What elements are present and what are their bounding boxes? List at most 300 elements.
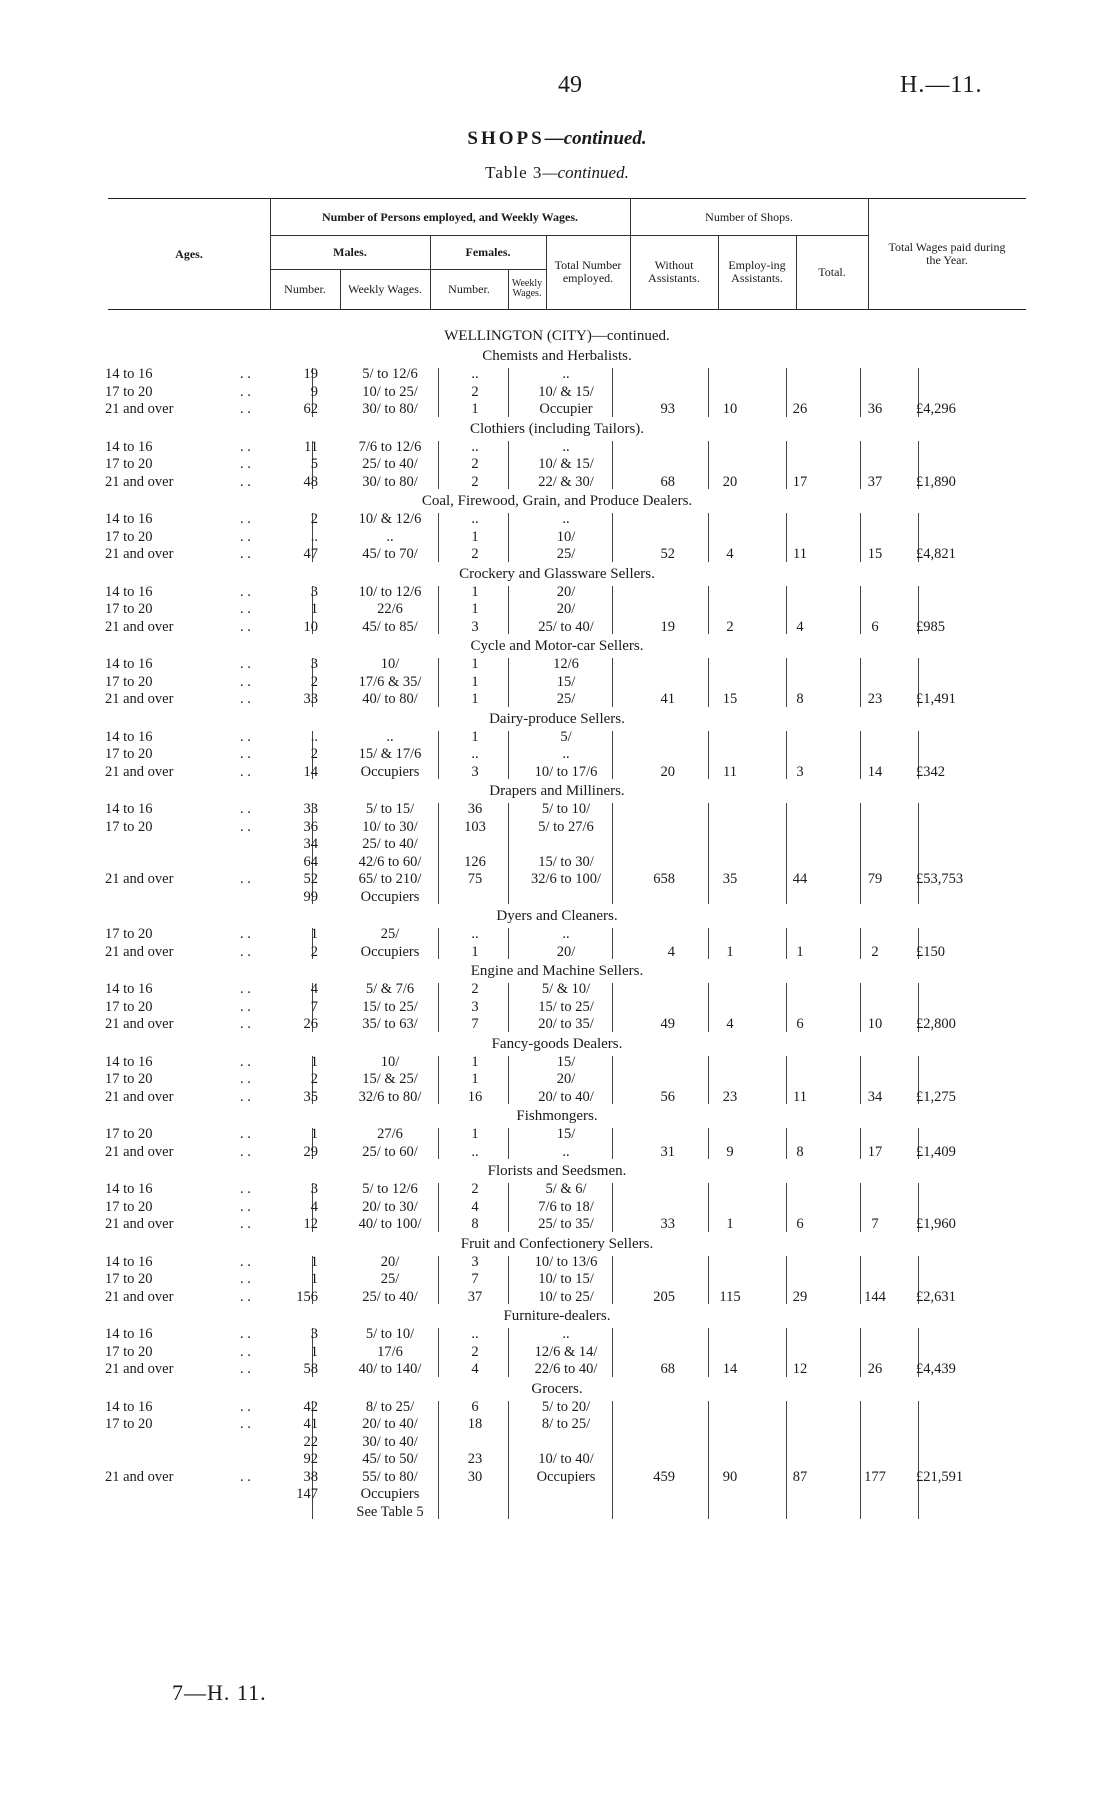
- age-cell: 14 to 16: [105, 1398, 153, 1415]
- male-number-cell: 3: [310, 583, 318, 600]
- section-group: [0, 584, 1114, 637]
- female-wages-cell: 5/ to 27/6: [538, 818, 594, 835]
- shops-total-cell: 2: [871, 943, 879, 960]
- without-assistants-cell: 4: [726, 1016, 734, 1032]
- leader-dots: . .: [240, 1468, 251, 1485]
- female-wages-cell: 5/ & 10/: [541, 981, 591, 997]
- leader-dots: . .: [240, 1216, 251, 1232]
- female-number-cell: 4: [471, 1198, 479, 1215]
- col-male-wages: Weekly Wages.: [348, 281, 422, 296]
- female-wages-cell: Occupiers: [536, 1468, 596, 1485]
- age-cell: 21 and over: [105, 401, 174, 417]
- female-number-cell: 18: [467, 1416, 483, 1432]
- female-wages-cell: 10/ to 25/: [538, 1288, 594, 1305]
- shops-total-cell: 15: [867, 546, 883, 562]
- male-number-cell: 1: [310, 1053, 318, 1070]
- female-wages-cell: ..: [562, 1143, 570, 1160]
- male-number-cell: 26: [303, 1016, 318, 1032]
- female-wages-cell: 12/6: [553, 656, 579, 672]
- female-number-cell: 36: [467, 801, 483, 817]
- female-wages-cell: ..: [562, 746, 570, 762]
- male-wages-cell: 25/ to 60/: [362, 1143, 418, 1160]
- table-row: [0, 656, 1114, 674]
- male-wages-cell: 10/: [380, 656, 400, 672]
- male-number-cell: 1: [310, 1126, 318, 1142]
- section-group: [0, 1126, 1114, 1161]
- female-number-cell: ..: [471, 926, 479, 942]
- female-number-cell: 4: [471, 1361, 479, 1377]
- female-number-cell: 1: [471, 1071, 479, 1087]
- female-wages-cell: 25/ to 40/: [538, 618, 594, 635]
- total-employed-cell: 49: [660, 1016, 675, 1032]
- col-shops-group: Number of Shops.: [705, 209, 793, 224]
- male-number-cell: 58: [303, 1361, 318, 1377]
- total-wages-cell: £2,800: [916, 1016, 956, 1032]
- col-persons-group: Number of Persons employed, and Weekly Wages.: [321, 209, 578, 224]
- male-number-cell: 14: [303, 763, 318, 780]
- table-row: [0, 1271, 1114, 1289]
- title-continued: —continued.: [544, 128, 647, 149]
- section-group: [0, 1326, 1114, 1379]
- age-cell: 21 and over: [105, 691, 174, 707]
- male-number-cell: 99: [303, 888, 318, 905]
- age-cell: 17 to 20: [105, 601, 153, 617]
- employing-assistants-cell: 4: [796, 618, 804, 635]
- male-number-cell: 52: [303, 871, 318, 887]
- male-wages-cell: 20/: [380, 1253, 400, 1270]
- female-number-cell: 126: [464, 853, 486, 870]
- age-cell: 14 to 16: [105, 511, 153, 527]
- table-row: [0, 944, 1114, 962]
- female-number-cell: 1: [471, 583, 479, 600]
- shops-total-cell: 79: [867, 871, 883, 887]
- section-title: Dyers and Cleaners.: [496, 908, 618, 924]
- age-cell: 14 to 16: [105, 801, 153, 817]
- col-without-assistants: Without Assistants.: [648, 258, 700, 285]
- table-row: [0, 1416, 1114, 1434]
- female-number-cell: ..: [471, 511, 479, 527]
- male-number-cell: 35: [303, 1088, 318, 1105]
- section-title: Clothiers (including Tailors).: [469, 420, 645, 437]
- age-cell: 17 to 20: [105, 673, 153, 690]
- subtitle-main: Table 3: [485, 163, 543, 182]
- male-wages-cell: 65/ to 210/: [358, 871, 422, 887]
- table-row: [0, 1326, 1114, 1344]
- age-cell: 17 to 20: [105, 1071, 153, 1087]
- female-wages-cell: 25/: [556, 546, 576, 562]
- section-group: [0, 729, 1114, 782]
- female-wages-cell: 5/ to 20/: [541, 1398, 591, 1415]
- female-wages-cell: 32/6 to 100/: [530, 871, 602, 887]
- leader-dots: . .: [240, 618, 251, 635]
- female-number-cell: 1: [471, 691, 479, 707]
- table-row: [0, 1126, 1114, 1144]
- female-number-cell: ..: [471, 746, 479, 762]
- age-cell: 17 to 20: [105, 1343, 153, 1360]
- leader-dots: . .: [240, 746, 251, 762]
- table-subtitle: [0, 163, 1114, 183]
- without-assistants-cell: 9: [726, 1143, 734, 1160]
- female-number-cell: ..: [471, 1326, 479, 1342]
- without-assistants-cell: 4: [726, 546, 734, 562]
- male-number-cell: 156: [296, 1288, 318, 1305]
- male-wages-cell: See Table 5: [356, 1503, 424, 1520]
- female-wages-cell: 5/: [560, 728, 572, 745]
- employing-assistants-cell: 6: [796, 1016, 804, 1032]
- female-number-cell: 1: [471, 656, 479, 672]
- female-wages-cell: Occupier: [539, 401, 593, 417]
- male-number-cell: 12: [303, 1216, 318, 1232]
- age-cell: 17 to 20: [105, 528, 153, 545]
- age-cell: 14 to 16: [105, 1181, 153, 1197]
- male-wages-cell: 22/6: [377, 601, 403, 617]
- leader-dots: . .: [240, 998, 251, 1015]
- table-row: [0, 1451, 1114, 1469]
- age-cell: 14 to 16: [105, 728, 153, 745]
- employing-assistants-cell: 87: [792, 1468, 808, 1485]
- leader-dots: . .: [240, 673, 251, 690]
- section-title: Cycle and Motor-car Sellers.: [470, 638, 644, 654]
- male-number-cell: 1: [310, 1271, 318, 1287]
- female-wages-cell: 25/: [556, 691, 576, 707]
- without-assistants-cell: 10: [722, 401, 738, 417]
- male-number-cell: 147: [296, 1486, 318, 1502]
- table-row: [0, 1486, 1114, 1504]
- total-employed-cell: 205: [653, 1288, 675, 1305]
- female-number-cell: 1: [471, 1126, 479, 1142]
- male-number-cell: 22: [303, 1433, 318, 1450]
- age-cell: 14 to 16: [105, 583, 153, 600]
- age-cell: 14 to 16: [105, 981, 153, 997]
- table-row: [0, 1089, 1114, 1107]
- total-wages-cell: £1,275: [916, 1088, 956, 1105]
- male-number-cell: 41: [303, 1416, 318, 1432]
- male-number-cell: 64: [303, 853, 318, 870]
- male-wages-cell: 35/ to 63/: [362, 1016, 418, 1032]
- female-wages-cell: 20/: [556, 943, 576, 960]
- table-row: [0, 1399, 1114, 1417]
- title-main: SHOPS: [467, 128, 545, 149]
- leader-dots: . .: [240, 473, 251, 490]
- total-employed-cell: 19: [660, 618, 675, 635]
- female-wages-cell: 15/: [556, 1126, 576, 1142]
- section-group: [0, 981, 1114, 1034]
- table-row: [0, 1254, 1114, 1272]
- table-row: [0, 1344, 1114, 1362]
- age-cell: 17 to 20: [105, 1126, 153, 1142]
- table-row: [0, 854, 1114, 872]
- male-number-cell: 38: [303, 1468, 318, 1485]
- male-number-cell: 10: [303, 618, 318, 635]
- shops-total-cell: 34: [867, 1088, 883, 1105]
- col-female-number: Number.: [448, 281, 490, 296]
- leader-dots: . .: [240, 981, 251, 997]
- shops-total-cell: 7: [871, 1216, 879, 1232]
- sections-container: [0, 346, 1114, 1521]
- section-group: [0, 439, 1114, 492]
- male-wages-cell: ..: [386, 528, 394, 545]
- page-number: 49: [558, 72, 582, 98]
- age-cell: 21 and over: [105, 871, 174, 887]
- male-number-cell: 42: [303, 1398, 318, 1415]
- male-number-cell: 1: [310, 926, 318, 942]
- age-cell: 21 and over: [105, 1088, 174, 1105]
- leader-dots: . .: [240, 1198, 251, 1215]
- male-number-cell: 2: [310, 511, 318, 527]
- col-females: Females.: [465, 244, 511, 259]
- table-row: [0, 999, 1114, 1017]
- female-wages-cell: 10/ & 15/: [538, 383, 594, 400]
- employing-assistants-cell: 8: [796, 1143, 804, 1160]
- male-number-cell: 4: [310, 981, 318, 997]
- shops-total-cell: 10: [867, 1016, 883, 1032]
- table-row: [0, 1016, 1114, 1034]
- total-employed-cell: 41: [660, 691, 675, 707]
- leader-dots: . .: [240, 1288, 251, 1305]
- total-wages-cell: £2,631: [916, 1288, 956, 1305]
- male-wages-cell: 25/: [380, 1271, 400, 1287]
- male-wages-cell: 25/ to 40/: [362, 836, 418, 852]
- total-employed-cell: 4: [667, 943, 675, 960]
- male-wages-cell: Occupiers: [360, 763, 420, 780]
- table-row: [0, 366, 1114, 384]
- leader-dots: . .: [240, 438, 251, 455]
- age-cell: 14 to 16: [105, 656, 153, 672]
- male-wages-cell: 25/ to 40/: [362, 1288, 418, 1305]
- female-wages-cell: 20/: [556, 583, 576, 600]
- female-wages-cell: 10/ to 15/: [538, 1271, 594, 1287]
- male-number-cell: 62: [303, 401, 318, 417]
- section-title: Drapers and Milliners.: [489, 783, 625, 799]
- section-group: [0, 366, 1114, 419]
- male-wages-cell: 10/ & 12/6: [358, 511, 422, 527]
- female-number-cell: 7: [471, 1016, 479, 1032]
- age-cell: 17 to 20: [105, 746, 153, 762]
- female-number-cell: 2: [471, 473, 479, 490]
- female-number-cell: 1: [471, 601, 479, 617]
- female-number-cell: ..: [471, 366, 479, 382]
- male-number-cell: 29: [303, 1143, 318, 1160]
- female-wages-cell: 20/ to 35/: [538, 1016, 594, 1032]
- male-wages-cell: 7/6 to 12/6: [358, 438, 422, 455]
- employing-assistants-cell: 29: [792, 1288, 808, 1305]
- male-wages-cell: 25/ to 40/: [362, 456, 418, 472]
- age-cell: 14 to 16: [105, 438, 153, 455]
- total-employed-cell: 68: [660, 473, 675, 490]
- male-wages-cell: 5/ & 7/6: [365, 981, 415, 997]
- section-title: Fishmongers.: [516, 1108, 598, 1124]
- male-wages-cell: 8/ to 25/: [365, 1398, 415, 1415]
- female-number-cell: 2: [471, 1343, 479, 1360]
- col-female-wages: Weekly Wages.: [511, 277, 543, 299]
- table-row: [0, 1181, 1114, 1199]
- female-number-cell: 23: [467, 1451, 483, 1467]
- male-wages-cell: 45/ to 85/: [362, 618, 418, 635]
- male-number-cell: ..: [310, 728, 318, 745]
- shops-total-cell: 26: [867, 1361, 883, 1377]
- leader-dots: . .: [240, 1016, 251, 1032]
- without-assistants-cell: 2: [726, 618, 734, 635]
- table-row: [0, 1054, 1114, 1072]
- female-number-cell: 16: [467, 1088, 483, 1105]
- table-row: [0, 729, 1114, 747]
- female-number-cell: 3: [471, 763, 479, 780]
- total-wages-cell: £53,753: [916, 871, 964, 887]
- female-wages-cell: 10/ & 15/: [538, 456, 594, 472]
- table-row: [0, 1071, 1114, 1089]
- total-employed-cell: 68: [660, 1361, 675, 1377]
- female-wages-cell: ..: [562, 366, 570, 382]
- leader-dots: . .: [240, 871, 251, 887]
- male-wages-cell: 40/ to 140/: [358, 1361, 422, 1377]
- age-cell: 21 and over: [105, 1361, 174, 1377]
- leader-dots: . .: [240, 943, 251, 960]
- total-wages-cell: £342: [916, 763, 945, 780]
- total-employed-cell: 93: [660, 401, 675, 417]
- shops-total-cell: 6: [871, 618, 879, 635]
- male-wages-cell: 5/ to 12/6: [362, 366, 418, 382]
- age-cell: 21 and over: [105, 1016, 174, 1032]
- leader-dots: . .: [240, 1126, 251, 1142]
- female-number-cell: 1: [471, 401, 479, 417]
- total-wages-cell: £1,890: [916, 473, 956, 490]
- female-wages-cell: 10/ to 13/6: [534, 1253, 598, 1270]
- age-cell: 17 to 20: [105, 1416, 153, 1432]
- table-row: [0, 546, 1114, 564]
- male-wages-cell: 5/ to 12/6: [362, 1181, 418, 1197]
- age-cell: 14 to 16: [105, 1053, 153, 1070]
- table-row: [0, 674, 1114, 692]
- female-wages-cell: 22/ & 30/: [538, 473, 594, 490]
- table-row: [0, 746, 1114, 764]
- male-number-cell: 2: [310, 1071, 318, 1087]
- male-wages-cell: 15/ to 25/: [362, 998, 418, 1015]
- female-wages-cell: 20/: [556, 1071, 576, 1087]
- table-row: [0, 1144, 1114, 1162]
- age-cell: 14 to 16: [105, 1326, 153, 1342]
- employing-assistants-cell: 3: [796, 763, 804, 780]
- section-group: [0, 1399, 1114, 1522]
- female-number-cell: ..: [471, 438, 479, 455]
- female-wages-cell: 7/6 to 18/: [538, 1198, 594, 1215]
- table-row: [0, 511, 1114, 529]
- section-group: [0, 801, 1114, 906]
- male-wages-cell: 42/6 to 60/: [358, 853, 422, 870]
- leader-dots: . .: [240, 383, 251, 400]
- age-cell: 21 and over: [105, 1468, 174, 1485]
- section-title: Fruit and Confectionery Sellers.: [460, 1235, 654, 1252]
- table-row: [0, 1504, 1114, 1522]
- leader-dots: . .: [240, 456, 251, 472]
- male-wages-cell: 5/ to 15/: [365, 801, 415, 817]
- male-number-cell: 2: [310, 673, 318, 690]
- male-wages-cell: 10/ to 25/: [362, 383, 418, 400]
- total-employed-cell: 658: [653, 871, 675, 887]
- table-row: [0, 1289, 1114, 1307]
- leader-dots: . .: [240, 728, 251, 745]
- without-assistants-cell: 90: [722, 1468, 738, 1485]
- male-number-cell: 47: [303, 546, 318, 562]
- total-wages-cell: £1,491: [916, 691, 956, 707]
- table-row: [0, 764, 1114, 782]
- female-number-cell: 3: [471, 998, 479, 1015]
- table-body: [0, 326, 1114, 1521]
- employing-assistants-cell: 8: [796, 691, 804, 707]
- employing-assistants-cell: 6: [796, 1216, 804, 1232]
- table-row: [0, 1469, 1114, 1487]
- female-wages-cell: 15/: [556, 1053, 576, 1070]
- col-male-number: Number.: [284, 281, 326, 296]
- total-wages-cell: £985: [916, 618, 945, 635]
- male-number-cell: 4: [310, 1198, 318, 1215]
- male-number-cell: 7: [310, 998, 318, 1015]
- male-wages-cell: Occupiers: [360, 888, 420, 905]
- leader-dots: . .: [240, 511, 251, 527]
- leader-dots: . .: [240, 1343, 251, 1360]
- leader-dots: . .: [240, 1271, 251, 1287]
- leader-dots: . .: [240, 818, 251, 835]
- female-wages-cell: 5/ & 6/: [545, 1181, 587, 1197]
- shops-total-cell: 36: [867, 401, 883, 417]
- age-cell: 17 to 20: [105, 998, 153, 1015]
- section-group: [0, 1054, 1114, 1107]
- leader-dots: . .: [240, 1053, 251, 1070]
- employing-assistants-cell: 11: [793, 546, 807, 562]
- male-wages-cell: 10/: [380, 1053, 400, 1070]
- female-number-cell: 1: [471, 528, 479, 545]
- female-wages-cell: 15/ to 25/: [538, 998, 594, 1015]
- section-group: [0, 656, 1114, 709]
- male-number-cell: ..: [310, 528, 318, 545]
- employing-assistants-cell: 11: [793, 1088, 807, 1105]
- male-number-cell: 92: [303, 1451, 318, 1467]
- section-title: Grocers.: [531, 1380, 583, 1397]
- table-row: [0, 819, 1114, 837]
- male-wages-cell: 30/ to 80/: [362, 401, 418, 417]
- male-number-cell: 34: [303, 836, 318, 852]
- female-number-cell: 37: [467, 1288, 483, 1305]
- female-wages-cell: 10/: [556, 528, 576, 545]
- employing-assistants-cell: 17: [792, 473, 808, 490]
- total-employed-cell: 31: [660, 1143, 675, 1160]
- male-number-cell: 11: [304, 438, 318, 455]
- male-number-cell: 1: [310, 601, 318, 617]
- table-row: [0, 401, 1114, 419]
- total-wages-cell: £4,439: [916, 1361, 956, 1377]
- section-title: Dairy-produce Sellers.: [489, 710, 625, 727]
- table-row: [0, 1199, 1114, 1217]
- total-employed-cell: 52: [660, 546, 675, 562]
- age-cell: 21 and over: [105, 1288, 174, 1305]
- male-wages-cell: 10/ to 30/: [362, 818, 418, 835]
- section-title: Florists and Seedsmen.: [487, 1163, 627, 1179]
- age-cell: 21 and over: [105, 473, 174, 490]
- age-cell: 17 to 20: [105, 926, 153, 942]
- employing-assistants-cell: 12: [792, 1361, 808, 1377]
- female-number-cell: 103: [464, 818, 486, 835]
- female-wages-cell: 15/ to 30/: [538, 853, 594, 870]
- section-group: [0, 511, 1114, 564]
- table-row: [0, 1434, 1114, 1452]
- age-cell: 17 to 20: [105, 1271, 153, 1287]
- table-row: [0, 456, 1114, 474]
- female-wages-cell: 20/: [556, 601, 576, 617]
- male-wages-cell: ..: [386, 728, 394, 745]
- leader-dots: . .: [240, 1181, 251, 1197]
- employing-assistants-cell: 1: [796, 943, 804, 960]
- section-group: [0, 1254, 1114, 1307]
- leader-dots: . .: [240, 1071, 251, 1087]
